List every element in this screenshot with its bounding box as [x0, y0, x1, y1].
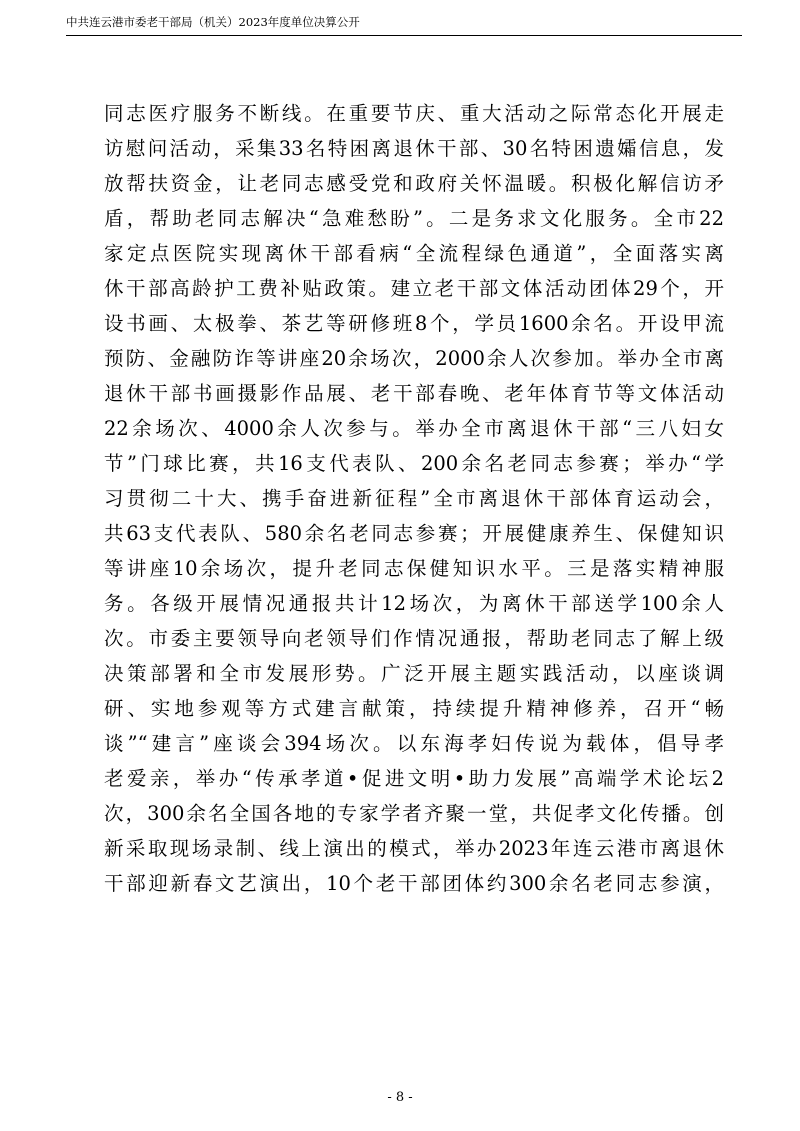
- text-line: 同志医疗服务不断线。在重要节庆、重大活动之际常态化开展走: [104, 102, 724, 125]
- text-line: 次。市委主要领导向老领导们作情况通报，帮助老同志了解上级: [104, 627, 724, 650]
- text-line: 决策部署和全市发展形势。广泛开展主题实践活动，以座谈调: [104, 662, 724, 685]
- text-line: 研、实地参观等方式建言献策，持续提升精神修养，召开“畅: [104, 697, 724, 720]
- text-line: 次，300余名全国各地的专家学者齐聚一堂，共促孝文化传播。创: [104, 802, 724, 825]
- text-line: 节”门球比赛，共16支代表队、200余名老同志参赛；举办“学: [104, 452, 724, 475]
- text-line: 干部迎新春文艺演出，10个老干部团体约300余名老同志参演，: [104, 872, 724, 895]
- text-line: 谈”“建言”座谈会394场次。以东海孝妇传说为载体，倡导孝: [104, 732, 724, 755]
- page-header: [66, 13, 742, 36]
- text-line: 老爱亲，举办“传承孝道•促进文明•助力发展”高端学术论坛2: [104, 767, 724, 790]
- text-line: 家定点医院实现离休干部看病“全流程绿色通道”，全面落实离: [104, 242, 724, 265]
- page-number: - 8 -: [387, 1090, 413, 1105]
- text-line: 设书画、太极拳、茶艺等研修班8个，学员1600余名。开设甲流: [104, 312, 724, 335]
- text-line: 盾，帮助老同志解决“急难愁盼”。二是务求文化服务。全市22: [104, 207, 724, 230]
- text-line: 放帮扶资金，让老同志感受党和政府关怀温暖。积极化解信访矛: [104, 172, 724, 195]
- text-line: 等讲座10余场次，提升老同志保健知识水平。三是落实精神服: [104, 557, 724, 580]
- header-title: 中共连云港市委老干部局（机关）2023年度单位决算公开: [66, 15, 360, 29]
- body-text: [104, 96, 724, 901]
- text-line: 新采取现场录制、线上演出的模式，举办2023年连云港市离退休: [104, 837, 724, 860]
- text-line: 共63支代表队、580余名老同志参赛；开展健康养生、保健知识: [104, 522, 724, 545]
- text-line: 预防、金融防诈等讲座20余场次，2000余人次参加。举办全市离: [104, 347, 724, 370]
- text-line: 22余场次、4000余人次参与。举办全市离退休干部“三八妇女: [104, 417, 724, 440]
- text-line: 习贯彻二十大、携手奋进新征程”全市离退休干部体育运动会，: [104, 487, 724, 510]
- text-line: 退休干部书画摄影作品展、老干部春晚、老年体育节等文体活动: [104, 382, 724, 405]
- text-line: 务。各级开展情况通报共计12场次，为离休干部送学100余人: [104, 592, 724, 615]
- text-line: 访慰问活动，采集33名特困离退休干部、30名特困遗孀信息，发: [104, 137, 724, 160]
- text-line: 休干部高龄护工费补贴政策。建立老干部文体活动团体29个，开: [104, 277, 724, 300]
